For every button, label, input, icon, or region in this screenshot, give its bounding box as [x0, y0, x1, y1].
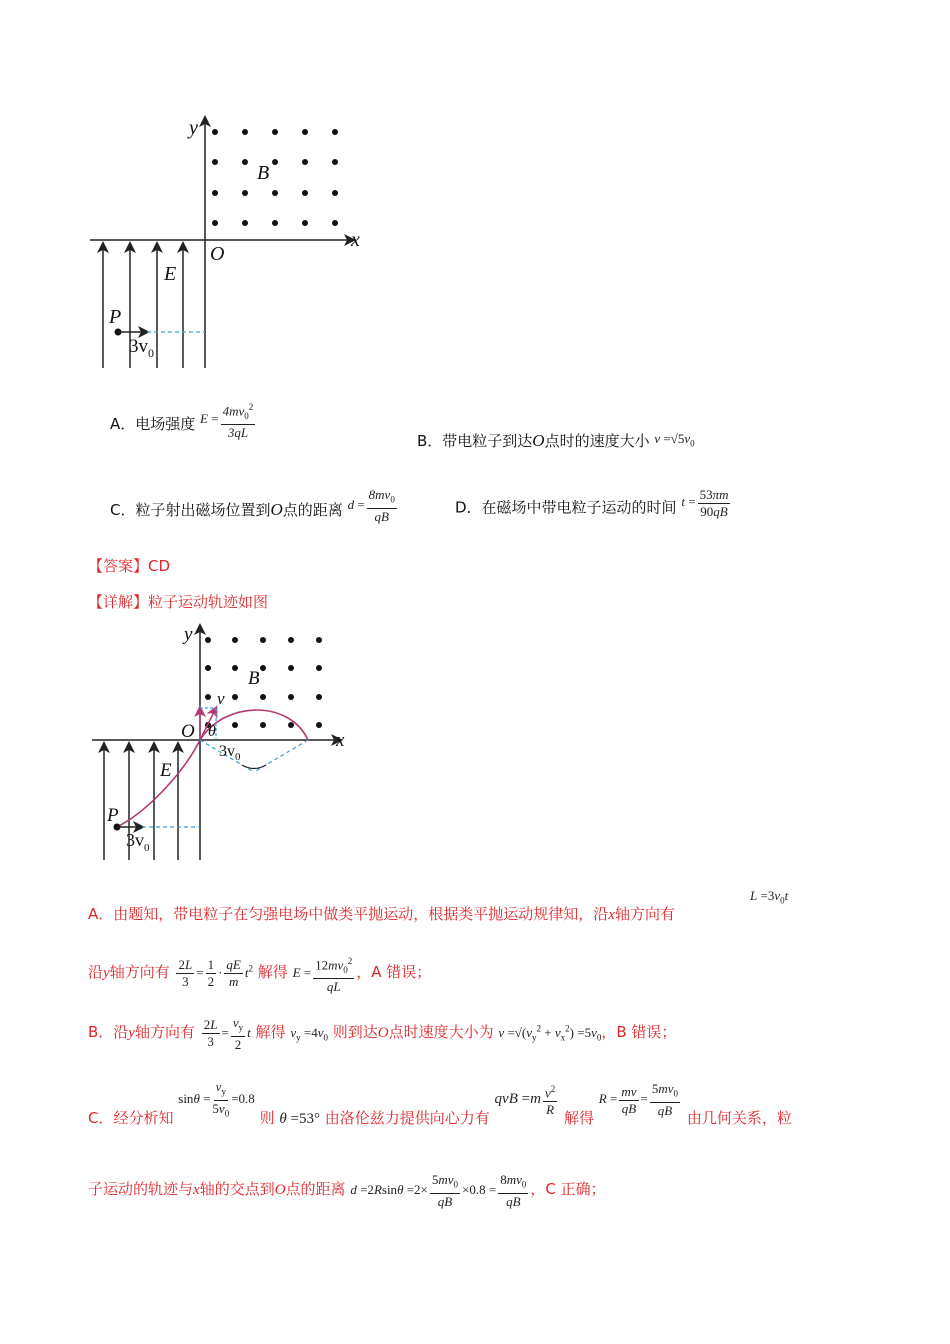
a1-rest: 轴方向有 [614, 905, 675, 923]
b-o: O [377, 1024, 389, 1041]
solution-c-line2 [88, 1172, 606, 1210]
b-field-label-2: B [248, 668, 260, 689]
svg-text:3v0 [129, 336, 154, 360]
option-c-formula: d = $\frac{8mv_0}{qB}$ [347, 487, 395, 524]
y-axis-label: y [189, 117, 198, 139]
y-axis-label-2: y [184, 624, 193, 645]
v3-sub: 0 [235, 751, 241, 763]
origin-label: O [210, 243, 225, 265]
b-end: ，B 错误； [601, 1022, 677, 1041]
option-b [417, 430, 695, 452]
option-a-label: A．电场强度 [110, 414, 196, 433]
figure-trajectory-diagram [90, 620, 360, 865]
formula-c-d: d =2Rsinθ =2× $\frac{5mv_0}{qB}$ ×0.8 = $\frac{8mv_0}{qB}$ [350, 1172, 527, 1209]
b-mid: 解得 [255, 1022, 286, 1041]
formula-c-sin: sinθ = $\frac{v_y}{5v_0}$ =0.8 [178, 1079, 255, 1119]
c-mid: 则 [259, 1109, 275, 1128]
a2-pre: 沿 [88, 962, 104, 981]
a1-text: A．由题知，带电粒子在匀强电场中做类平抛运动，根据类平抛运动规律知，沿 [88, 905, 609, 923]
option-a-formula: E = $\frac{4mv_0^2}{3qL}$ [200, 411, 257, 426]
b-pre: B．沿 [88, 1022, 129, 1041]
vel-label: v [217, 689, 225, 708]
c2-mid: 轴的交点到 [199, 1179, 275, 1198]
c-mid2: 由洛伦兹力提供向心力有 [324, 1109, 490, 1128]
c2-x: x [193, 1181, 200, 1198]
option-b-formula: $v =√5v_0$ [654, 431, 695, 449]
origin-label-2: O [181, 721, 195, 742]
p-label: P [109, 306, 122, 328]
e-field-label-2: E [160, 760, 172, 781]
b-mid2: 则到达 [332, 1022, 378, 1041]
option-a [110, 402, 257, 447]
solution-a-line2 [88, 953, 431, 995]
detail-label: 【详解】 [88, 593, 149, 611]
formula-c-r: R = $\frac{mv}{qB}$ = $\frac{5mv_0}{qB}$ [598, 1081, 679, 1118]
a1-x: x [608, 907, 615, 923]
theta-label: θ [208, 723, 216, 740]
c-mid3: 解得 [564, 1109, 595, 1128]
c-pre: C．经分析知 [88, 1109, 174, 1128]
formula-a2: $\frac{2L}{3}$ = $\frac{1}{2}$ · $\frac{qE}{m}$ $t^2$ [178, 957, 253, 990]
formula-b: $\frac{2L}{3}$ = $\frac{v_y}{2}$ t [203, 1015, 251, 1052]
option-c [110, 487, 399, 531]
solution-a-line1 [88, 903, 675, 924]
c-end: 由几何关系，粒 [686, 1109, 792, 1128]
b-rest: 轴方向有 [134, 1022, 195, 1041]
option-d [455, 487, 732, 526]
formula-c-force: qvB =m $\frac{v^2}{R}$ [495, 1091, 560, 1107]
answer-label: 【答案】 [88, 557, 149, 575]
formula-b-v: $v =√(v_y^2 + v_x^2) =5v_0$ [498, 1023, 602, 1043]
option-b-o: O [532, 431, 545, 450]
x-axis-label: x [351, 229, 360, 251]
solution-c-line1 [88, 1079, 792, 1128]
answer [88, 555, 170, 576]
option-b-rest: 点时的速度大小 [544, 432, 650, 450]
a2-mid: 解得 [257, 962, 288, 981]
option-c-o: O [270, 499, 283, 519]
b-y: y [128, 1024, 135, 1041]
formula-b-vy: $v_y =4v_0$ [290, 1024, 328, 1043]
v3-label: 3v [219, 743, 235, 760]
formula-c-theta: θ =53° [279, 1111, 320, 1128]
c2-o: O [274, 1181, 286, 1198]
option-b-label: B．带电粒子到达 [417, 432, 533, 450]
formula-l: $L =3v_0t$ [750, 888, 789, 906]
option-d-label: D．在磁场中带电粒子运动的时间 [455, 498, 677, 517]
b-mid3: 点时速度大小为 [388, 1022, 494, 1041]
detail-heading [88, 591, 268, 612]
c2-rest: 点的距离 [285, 1179, 346, 1198]
a2-end: ，A 错误； [356, 962, 432, 981]
x-axis-label-2: x [336, 730, 345, 751]
option-c-rest: 点的距离 [282, 500, 343, 519]
solution-b [88, 1015, 676, 1053]
velocity-sub: 0 [148, 346, 154, 360]
a2-y: y [103, 964, 110, 981]
c2-end: ，C 正确； [530, 1179, 606, 1198]
option-d-formula: t = $\frac{53\pi m}{90qB}$ [681, 487, 729, 519]
a2-rest: 轴方向有 [109, 962, 170, 981]
b-field-label: B [257, 162, 270, 184]
p-label-2: P [107, 805, 119, 826]
e-field-label: E [164, 263, 177, 285]
answer-value: CD [148, 557, 171, 575]
velocity-sub-2: 0 [144, 842, 150, 854]
figure-field-diagram [85, 110, 375, 375]
c2-pre: 子运动的轨迹与 [88, 1179, 194, 1198]
velocity-label: 3v [129, 336, 148, 357]
detail-text: 粒子运动轨迹如图 [148, 593, 269, 611]
formula-a2-result: E = $\frac{12mv_0^2}{qL}$ [293, 965, 357, 980]
svg-text:3v0 [219, 743, 241, 763]
option-c-label: C．粒子射出磁场位置到 [110, 500, 271, 519]
velocity-label-2: 3v [126, 830, 144, 850]
